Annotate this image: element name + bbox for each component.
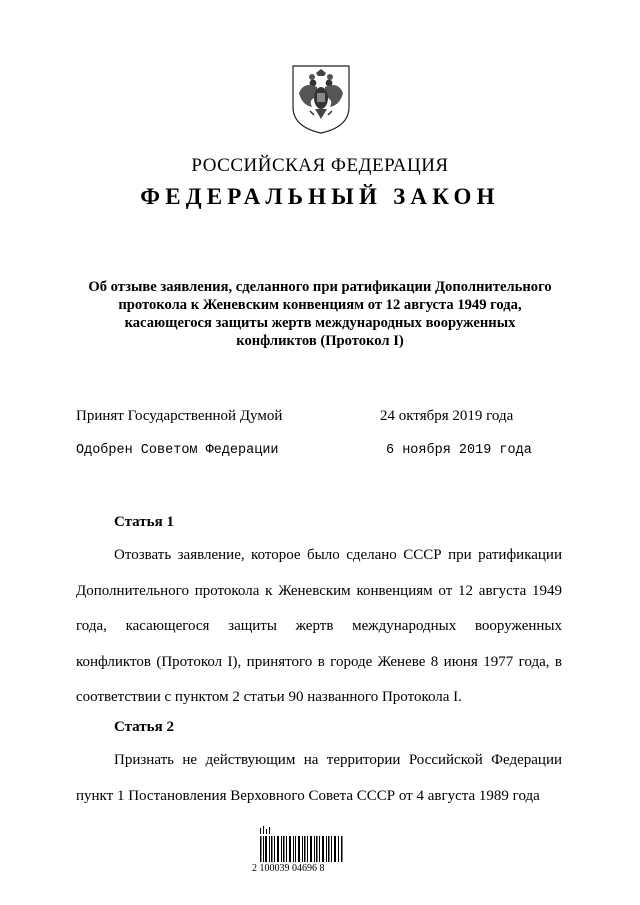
title-line: протокола к Женевским конвенциям от 12 августа 1949 года, bbox=[118, 297, 522, 313]
article-1-text: Отозвать заявление, которое было сделано СССР при ратификации Дополнительного протокола к Женевским конвенциям от 12 августа 1949 года, касающегося защиты жертв международных вооруженных конфликтов (Протокол I), принятого в городе Женеве 8 июня 1977 года, в соответствии с пунктом 2 статьи 90 названного Протокола I. bbox=[76, 547, 562, 705]
adopted-label: Принят Государственной Думой bbox=[76, 408, 283, 424]
coat-of-arms-icon bbox=[290, 63, 352, 135]
barcode-icon bbox=[258, 826, 344, 864]
law-title bbox=[78, 278, 562, 350]
article-1-heading: Статья 1 bbox=[114, 514, 174, 530]
document-type: ФЕДЕРАЛЬНЫЙ ЗАКОН bbox=[140, 184, 500, 209]
title-line: конфликтов (Протокол I) bbox=[236, 333, 404, 349]
title-line: касающегося защиты жертв международных вооруженных bbox=[124, 315, 516, 331]
title-line: Об отзыве заявления, сделанного при ратификации Дополнительного bbox=[88, 279, 552, 295]
adopted-date: 24 октября 2019 года bbox=[380, 408, 514, 424]
approved-date: 6 ноября 2019 года bbox=[386, 443, 532, 458]
country-name: РОССИЙСКАЯ ФЕДЕРАЦИЯ bbox=[191, 155, 449, 176]
article-2-text: Признать не действующим на территории Российской Федерации пункт 1 Постановления Верховного Совета СССР от 4 августа 1989 года bbox=[76, 752, 562, 804]
approved-label: Одобрен Советом Федерации bbox=[76, 443, 279, 458]
barcode-number: 2 100039 04696 8 bbox=[252, 863, 325, 874]
article-2-heading: Статья 2 bbox=[114, 719, 174, 735]
